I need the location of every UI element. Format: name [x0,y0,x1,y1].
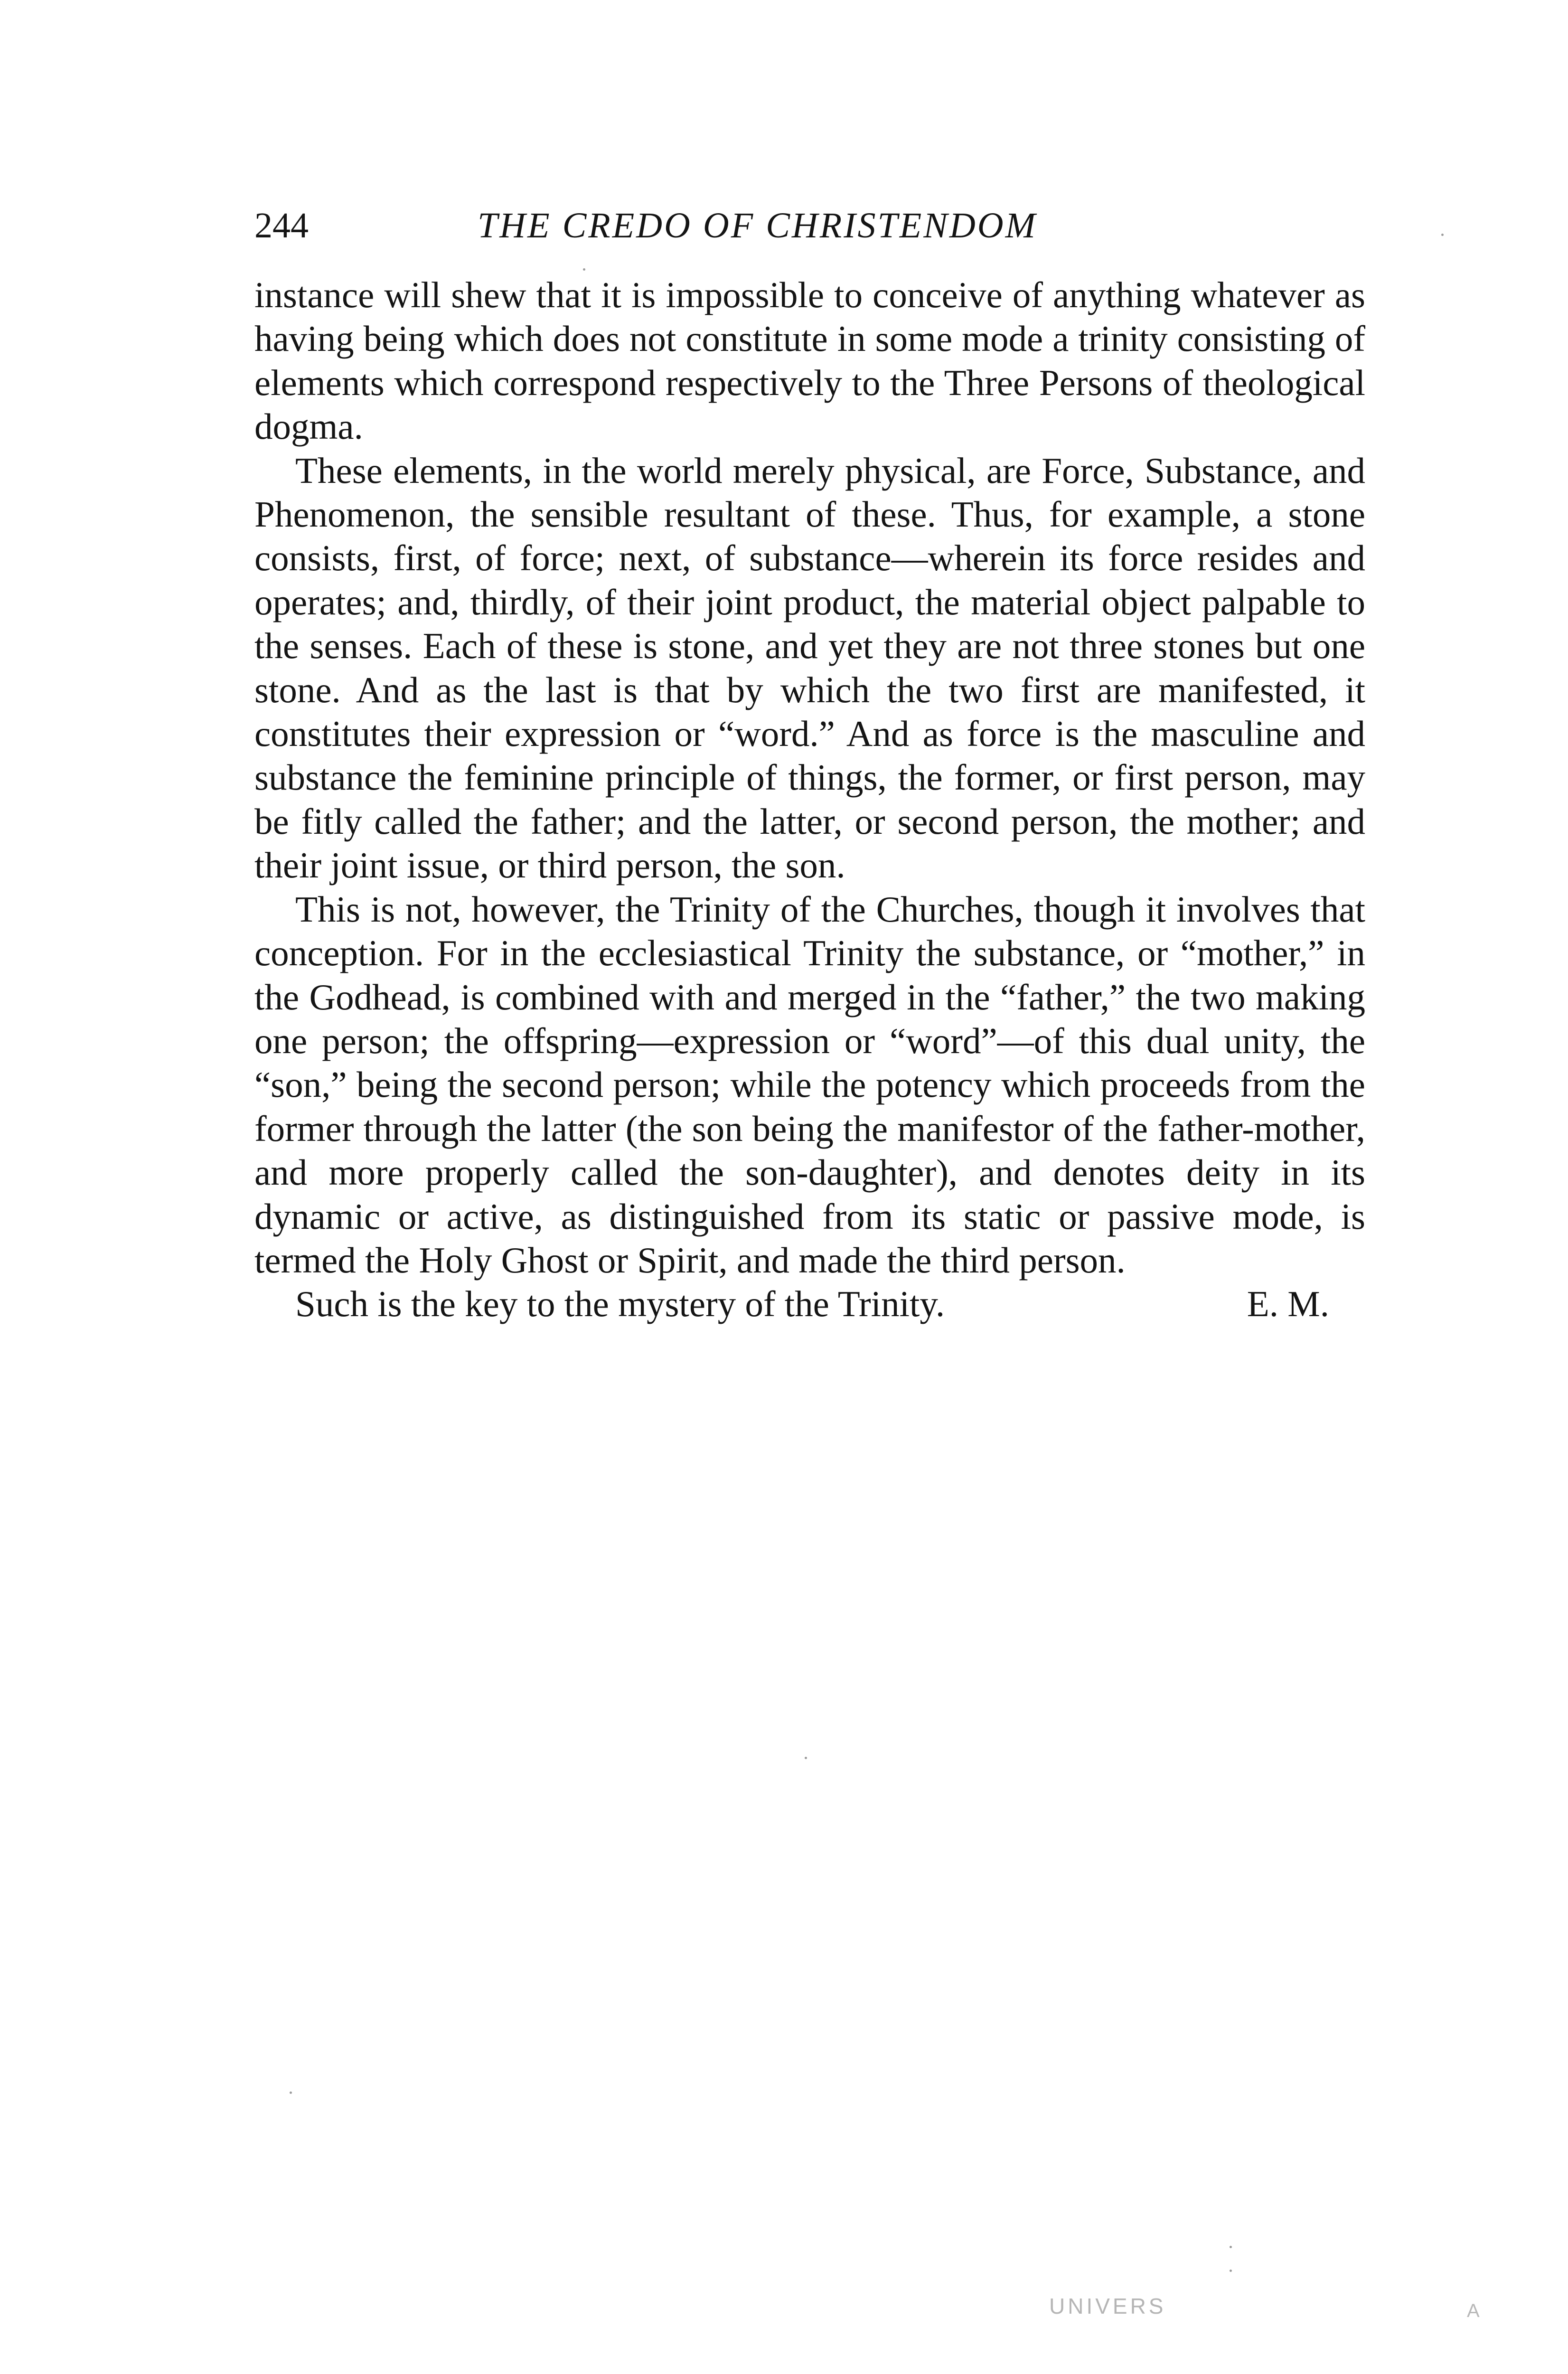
page-number: 244 [254,206,309,245]
closing-line [254,1282,1365,1326]
running-head [254,202,1365,259]
closing-sentence: Such is the key to the mystery of the Trinity. [295,1283,945,1325]
paragraph-continuation: instance will shew that it is impossible to conceive of anything whatever as having being which does not constitute in some mode a trinity consisting of elements which correspond respectively to the Three Persons of theological dogma. [254,274,1365,447]
scan-speck [290,2091,292,2094]
author-signature: E. M. [1247,1283,1329,1325]
paragraph-elements: These elements, in the world merely physical, are Force, Substance, and Phenomenon, the sensible resultant of these. Thus, for example, a stone consists, first, of force; next, of substance—wherein its force resides and operates; and, thirdly, of their joint product, the material object palpable to the senses. Each of these is stone, and yet they are not three stones but one stone. And as the last is that by which the two first are manifested, it constitutes their expression or “word.” And as force is the masculine and substance the feminine principle of things, the former, or first person, may be fitly called the father; and the latter, or second person, the mother; and their joint issue, or third person, the son. [254,450,1365,886]
scan-speck [583,268,585,271]
running-title: THE CREDO OF CHRISTENDOM [478,206,1037,245]
scan-speck [805,1757,807,1759]
scan-speck [1441,234,1444,236]
paragraph-church-trinity: This is not, however, the Trinity of the Churches, though it involves that conception. For in the ecclesiastical Trinity the substance, or “mother,” in the Godhead, is combined with and merged in the “father,” the two making one person; the offspring—expression or “word”—of this dual unity, the “son,” being the second person; while the potency which proceeds from the former through the latter (the son being the manifestor of the father-mother, and more properly called the son-daughter), and denotes deity in its dynamic or active, as distinguished from its static or passive mode, is termed the Holy Ghost or Spirit, and made the third person. [254,888,1365,1281]
library-stamp: UNIVERS [1049,2294,1166,2318]
scan-speck [1230,2270,1232,2272]
body-text [254,273,1365,1326]
scan-speck [1230,2246,1232,2248]
corner-mark: A [1467,2300,1480,2321]
